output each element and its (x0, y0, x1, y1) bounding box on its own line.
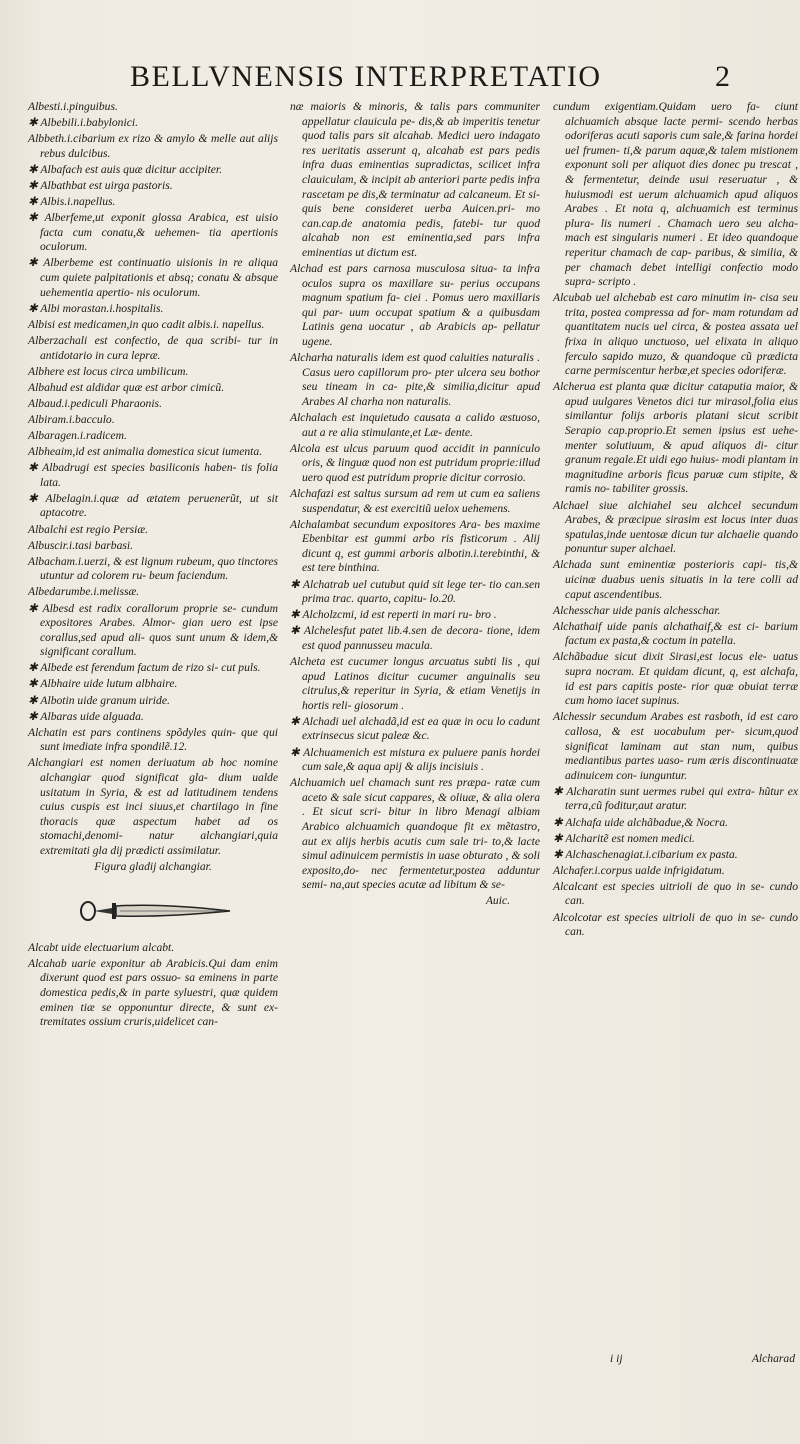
dictionary-entry: Albesti.i.pinguibus. (28, 100, 118, 113)
dictionary-entry: Alchuamich uel chamach sunt res præpa- ratæ cum aceto & sale sicut cappares, & oliuæ, & alia olera . Et sicut scri- bitur in libro Menagi albiam Arabico alchuamich quandoque fit ex mẽtastro, aut ex alijs herbis acutis cum sale tri- to,& lacte simul adinuicem permistis in uase obturato , & soli exposito,do- nec fermentetur,postea adduntur semi- na,aut species acutæ ad libitum & se- (290, 776, 540, 892)
column-right-entries (553, 100, 798, 940)
dictionary-entry: Alchael siue alchiahel seu alchcel secundum Arabes, & præcipue sirasim est locus inter duas spatulas,inde uentosæ dicun tur alchaelie quando ponuntur super alchael. (553, 498, 798, 556)
dictionary-entry: Alcalcant est species uitrioli de quo in se- cundo can. (553, 879, 798, 908)
page-header (130, 60, 730, 94)
signature-mark: i ij (610, 1352, 623, 1365)
dictionary-entry: ✱ Alchafa uide alchãbadue,& Nocra. (553, 815, 729, 829)
figure-caption: Figura gladij alchangiar. (94, 860, 212, 874)
dictionary-entry: Alcheta est cucumer longus arcuatus subti lis , qui apud Latinos dicitur cucumer anguinalis seu citrulus,& reperitur in Syria, & etiam Venetijs in hortis reli- giosorum . (290, 654, 540, 712)
column-middle (290, 100, 540, 909)
dictionary-entry: Albuscir.i.tasi barbasi. (28, 538, 133, 552)
dictionary-entry: ✱ Alcharatin sunt uermes rubei qui extra- hũtur ex terra,cũ foditur,aut aratur. (553, 784, 798, 813)
dictionary-entry: Alcubab uel alchebab est caro minutim in- cisa seu trita, postea compressa ad for- mam rotundam ad quantitatem nucis uel circa, & postea assata uel frixa in aliquo unctuoso, uel elixata in aliquo ferculo sapido muzo, & quandoque cũ prædicta carne permiscentur herbæ,et species odoriferæ. (553, 291, 798, 378)
sword-icon (78, 894, 238, 928)
dictionary-entry: Albaud.i.pediculi Pharaonis. (28, 396, 162, 410)
dictionary-entry: ✱ Albi morastan.i.hospitalis. (28, 301, 164, 315)
dictionary-entry: ✱ Albhaire uide lutum albhaire. (28, 677, 178, 691)
dictionary-entry: Albalchi est regio Persiæ. (28, 522, 149, 536)
running-title: BELLVNENSIS INTERPRETATIO (130, 60, 602, 93)
dictionary-entry: Albiram.i.bacculo. (28, 412, 115, 426)
dictionary-entry: Albhere est locus circa umbilicum. (28, 364, 189, 378)
dictionary-entry: Alchalambat secundum expositores Ara- bes maxime Ebenbitar est gummi arbo ris fisticorum . Alij dicunt q, est gummi arboris albotin.i.terebinthi, & est tere binthina. (290, 517, 540, 575)
dictionary-entry: ✱ Alcholzcmi, id est reperti in mari ru- bro . (290, 608, 497, 622)
dictionary-entry: Alcolcotar est species uitrioli de quo in se- cundo can. (553, 910, 798, 939)
dictionary-entry: Alchangiari est nomen deriuatum ab hoc nomine alchangiar quod significat gla- dium ualde usitatum in Syria, & est ad latitudinem tendens cuius cuspis est inci siuus,et chartilago in fine thoracis quæ aspectum habet ad os stomachi,denomi- natur alchangiari,quia extremitati gla dij prædicti assimilatur. (28, 756, 278, 857)
column-left-entries (28, 100, 278, 859)
dictionary-entry: Alchãbadue sicut dixit Sirasi,est locus ele- uatus supra nocram. Et quidam dicunt, q, est alchafa, id est pars capitis poste- rior quæ obuiat terræ cum homo iacet supinus. (553, 650, 798, 708)
dictionary-entry: Alchatin est pars continens spõdyles quin- que qui sunt imediate infra spondilẽ.12. (28, 725, 278, 754)
dictionary-entry: Albbeth.i.cibarium ex rizo & amylo & melle aut alijs rebus dulcibus. (28, 132, 278, 160)
dictionary-entry: Alchessir secundum Arabes est rasboth, id est caro callosa, & est uocabulum per- sicum,quod significat laminam aut stan num, quibus mediantibus partes uaso- rum æris discontinuatæ adinuicem con- iunguntur. (553, 710, 798, 782)
dictionary-entry: cundum exigentiam.Quidam uero fa- ciunt alchuamich absque lacte permi- scendo herbas odoriferas acuti saporis cum sale,& farina hordei uel frumen- ti,& parum aquæ,& talem mistionem exponunt soli per aliquot dies donec pu trescat , & fermentetur, deinde usui reseruatur , & huiusmodi est uerum alchuamich apud aliquos Arabes . Et nota q, alchuamich est terminus plura- lis numeri . Chamach uero seu alcha- mach est singularis numeri . Et ideo quandoque reperitur chamach de cap- paribus, & similia, & per chamach debet intelligi confectio modo supra- scripto . (553, 100, 798, 289)
folio-number: 2 (715, 60, 730, 93)
sword-figure (28, 881, 278, 941)
dictionary-entry: ✱ Albesd est radix corallorum proprie se- cundum expositores Arabes. Almor- gian uero est ipse corallus,sed apud ali- quos sunt unum & idem,& significant corallum. (28, 601, 278, 659)
dictionary-entry: Alcahab uarie exponitur ab Arabicis.Qui dam enim dixerunt quod est pars ossuo- sa eminens in parte domestica pedis,& in parte syluestri, quæ quidem eminen tiæ se opponuntur directe, & sunt ex- tremitates ossium cruris,uidelicet can- (28, 956, 278, 1029)
dictionary-entry: ✱ Alberfeme,ut exponit glossa Arabica, est uisio facta cum conatu,& uehemen- tia apertionis oculorum. (28, 211, 278, 254)
dictionary-entry: Alchada sunt eminentiæ posterioris capi- tis,& uicinæ duabus uenis situatis in la tere colli ad caput ascendentibus. (553, 558, 798, 601)
dictionary-entry: ✱ Albelagin.i.quæ ad ætatem peruenerũt, ut sit aptacotre. (28, 491, 278, 520)
dictionary-entry: Alcabt uide electuarium alcabt. (28, 940, 175, 954)
dictionary-entry: Albheaim,id est animalia domestica sicut iumenta. (28, 445, 263, 459)
dictionary-entry: ✱ Albafach est auis quæ dicitur accipiter. (28, 162, 223, 176)
dictionary-entry: ✱ Albede est ferendum factum de rizo si- cut puls. (28, 661, 261, 675)
dictionary-entry: ✱ Alchadi uel alchadã,id est ea quæ in ocu lo cadunt extrinsecus sicut paleæ &c. (290, 714, 540, 743)
dictionary-entry: ✱ Albadrugi est species basiliconis haben- tis folia lata. (28, 461, 278, 489)
dictionary-entry: ✱ Alcharitẽ est nomen medici. (553, 831, 695, 845)
catchword: Alcharad (751, 1352, 795, 1365)
column-left (28, 100, 278, 1031)
dictionary-entry: Alcharha naturalis idem est quod caluities naturalis . Casus uero capillorum pro- pter ulcera seu bothor seu tineam in ca- pite,& similia,dicitur apud Arabes Al charha non naturalis. (290, 351, 540, 408)
column-middle-entries (290, 100, 540, 893)
dictionary-entry: Alchathaif uide panis alchathaif,& est ci- barium factum ex pasta,& coctum in patella. (553, 619, 798, 648)
dictionary-entry: Alcherua est planta quæ dicitur cataputia maior, & apud uulgares Venetos dici tur mirasol,folia eius similantur folijs arboris platani sicut scribit Serapio cap.proprio.Et semen ipsius est uehe- menter solutiuum, & apud aliquos di- citur granum regale.Et uidi ego huius- modi plantam in magnitudine arboris ficus paruæ cum stipite, & ramis no- tabiliter grossis. (553, 380, 798, 496)
dictionary-entry: Alchafazi est saltus sursum ad rem ut cum ea saliens suspendatur, & est exercitiũ uelox uehemens. (290, 486, 540, 515)
page-footer (610, 1352, 795, 1365)
dictionary-entry: Alcola est ulcus paruum quod accidit in panniculo oris, & linguæ quod non est putridum proprie:illud uero quod est putridum proprie dicitur corrosio. (290, 441, 540, 484)
dictionary-entry: næ maioris & minoris, & talis pars communiter appellatur clauicula pe- dis,& ab imperitis tenetur quod talis pars sit alcahab. Medici uero indagato res ueritatis asserunt q, alcahab est pars pedis infra duas eminentias supradictas, scilicet infra clauiculam, & incipit ab anteriori parte pedis infra rascetam pe dis,& terminatur ad calcaneum. Et si- quis bene consideret uerba Auicen.pri- mo can.cap.de anatomia pedis, fatebi- tur quod alcahab non est eminentia,sed pars infra eminentias ut dictum est. (290, 100, 540, 259)
dictionary-entry: Alchafer.i.corpus ualde infrigidatum. (553, 863, 725, 877)
dictionary-entry: Alchesschar uide panis alchesschar. (553, 603, 721, 617)
dictionary-entry: Alchad est pars carnosa musculosa situa- ta infra oculos supra os maxillare su- perius occupans magnum spatium fa- ciei . Pomus uero maxillaris qui par- uum occupat spatium & a quibusdam Latinis gena uocatur , ab Arabicis ap- pellatur ugene. (290, 262, 540, 348)
dictionary-entry: ✱ Albebili.i.babylonici. (28, 116, 138, 130)
dictionary-entry: Alberzachali est confectio, de qua scribi- tur in antidotario in cura lepræ. (28, 333, 278, 362)
dictionary-entry: Albisi est medicamen,in quo cadit albis.i. napellus. (28, 317, 265, 331)
dictionary-entry: ✱ Albaras uide alguada. (28, 709, 144, 723)
dictionary-entry: ✱ Albotin uide granum uiride. (28, 693, 170, 707)
dictionary-entry: ✱ Albathbat est uirga pastoris. (28, 178, 173, 192)
dictionary-entry: ✱ Alchelesfut patet lib.4.sen de decora- tione, idem est quod pannusseu macula. (290, 624, 540, 652)
dictionary-entry: ✱ Alberbeme est continuatio uisionis in re aliqua cum quiete palpitationis et absq; conatu & absque uehementia apertio- nis oculorum. (28, 256, 278, 299)
dictionary-entry: Albedarumbe.i.melissæ. (28, 585, 140, 599)
column-right (553, 100, 798, 941)
dictionary-entry: Albaragen.i.radicem. (28, 428, 127, 442)
dictionary-entry: ✱ Albis.i.napellus. (28, 195, 116, 209)
dictionary-entry: Albacham.i.uerzi, & est lignum rubeum, quo tinctores utuntur ad colorem ru- beum faciendum. (28, 554, 278, 583)
dictionary-entry: ✱ Alchatrab uel cutubut quid sit lege ter- tio can.sen prima trac. quarto, capitu- lo.20. (290, 577, 540, 606)
dictionary-entry: ✱ Alchuamenich est mistura ex puluere panis hordei cum sale,& aqua apij & alijs incisiuis . (290, 745, 540, 774)
dictionary-entry: ✱ Alchaschenagiat.i.cibarium ex pasta. (553, 847, 738, 861)
dictionary-entry: Albahud est aldidar quæ est arbor cimicũ. (28, 380, 225, 394)
catchword-middle: Auic. (485, 894, 510, 908)
column-left-after-entries (28, 941, 278, 1030)
dictionary-entry: Alchalach est inquietudo causata a calido æstuoso, aut a re alia stimulante,et Læ- dente. (290, 410, 540, 439)
